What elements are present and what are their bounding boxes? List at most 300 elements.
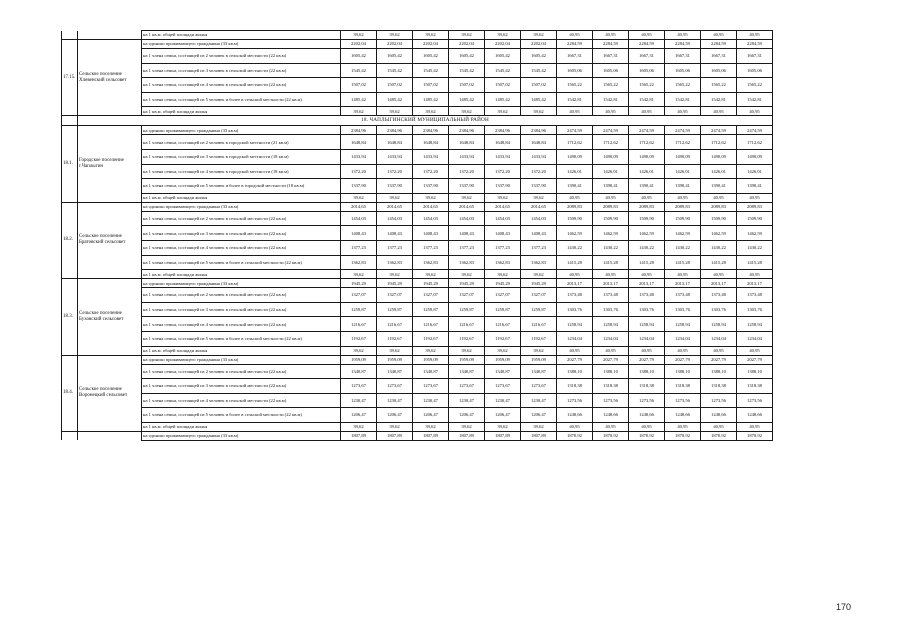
category-cell: на 1 члена семьи, состоящей из 4 человек в сельской местности (22 кв.м) xyxy=(142,393,341,408)
value-cell: 39,62 xyxy=(413,193,449,202)
value-cell: 1388,10 xyxy=(593,364,629,379)
value-cell: 1337,90 xyxy=(521,179,557,194)
value-cell: 39,62 xyxy=(485,270,521,279)
value-cell: 1408,43 xyxy=(485,226,521,241)
value-cell: 2027,79 xyxy=(701,355,737,364)
value-cell: 1258,94 xyxy=(629,317,665,332)
value-cell: 1542,81 xyxy=(665,92,701,107)
value-cell: 2384,96 xyxy=(341,126,377,135)
category-cell: на 1 кв.м. общей площади жилья xyxy=(142,107,341,116)
value-cell: 1426,01 xyxy=(737,164,773,179)
table-row xyxy=(62,211,773,226)
value-cell: 40,95 xyxy=(593,422,629,431)
value-cell: 40,95 xyxy=(665,107,701,116)
value-cell: 1258,94 xyxy=(593,317,629,332)
category-cell: на одиноко проживающего гражданина (33 кв.м) xyxy=(142,431,341,440)
section-code: 18.4. xyxy=(62,355,78,431)
value-cell: 40,95 xyxy=(557,31,593,40)
value-cell: 1507,02 xyxy=(377,78,413,93)
table-row xyxy=(62,270,773,279)
value-cell: 1807,89 xyxy=(449,431,485,440)
value-cell: 1373,48 xyxy=(665,288,701,303)
value-cell: 1408,43 xyxy=(413,226,449,241)
table-row xyxy=(62,126,773,135)
value-cell: 1605,42 xyxy=(449,49,485,64)
value-cell: 1426,01 xyxy=(701,164,737,179)
value-cell: 1605,06 xyxy=(593,63,629,78)
value-cell: 39,62 xyxy=(485,422,521,431)
value-cell: 1545,42 xyxy=(377,63,413,78)
value-cell: 1430,22 xyxy=(701,240,737,255)
value-cell: 1945,29 xyxy=(377,279,413,288)
settlement-name: Сельское поселение Хлевенский сельсовет xyxy=(78,40,142,116)
value-cell: 1216,67 xyxy=(413,317,449,332)
value-cell: 1377,23 xyxy=(521,240,557,255)
value-cell: 1248,66 xyxy=(557,408,593,423)
value-cell: 39,62 xyxy=(449,31,485,40)
value-cell: 2384,96 xyxy=(521,126,557,135)
value-cell: 2284,59 xyxy=(629,40,665,49)
value-cell: 2284,59 xyxy=(665,40,701,49)
value-cell: 1945,29 xyxy=(485,279,521,288)
value-cell: 2474,59 xyxy=(593,126,629,135)
value-cell: 1605,42 xyxy=(377,49,413,64)
value-cell: 1565,22 xyxy=(737,78,773,93)
value-cell: 1390,41 xyxy=(629,179,665,194)
value-cell: 39,62 xyxy=(377,270,413,279)
value-cell: 1712,62 xyxy=(665,135,701,150)
value-cell: 1273,56 xyxy=(557,393,593,408)
value-cell: 1542,81 xyxy=(701,92,737,107)
value-cell: 2202,04 xyxy=(449,40,485,49)
category-cell: на 1 члена семьи, состоящей из 3 человек в сельской местности (22 кв.м) xyxy=(142,302,341,317)
value-cell: 1462,59 xyxy=(737,226,773,241)
value-cell: 1870,92 xyxy=(557,431,593,440)
value-cell: 1454,03 xyxy=(449,211,485,226)
value-cell: 1415,28 xyxy=(701,255,737,270)
value-cell: 1667,31 xyxy=(629,49,665,64)
value-cell: 1230,47 xyxy=(449,393,485,408)
value-cell: 2202,04 xyxy=(377,40,413,49)
value-cell: 1565,22 xyxy=(629,78,665,93)
value-cell: 1648,84 xyxy=(449,135,485,150)
value-cell: 1807,89 xyxy=(341,431,377,440)
value-cell: 1433,94 xyxy=(485,149,521,164)
value-cell: 40,95 xyxy=(557,193,593,202)
value-cell: 1605,06 xyxy=(701,63,737,78)
value-cell: 1373,48 xyxy=(593,288,629,303)
value-cell: 1340,87 xyxy=(377,364,413,379)
value-cell: 40,95 xyxy=(557,270,593,279)
category-cell: на одиноко проживающего гражданина (33 кв.м) xyxy=(142,355,341,364)
value-cell: 39,62 xyxy=(521,270,557,279)
table-row xyxy=(62,202,773,211)
value-cell: 1273,67 xyxy=(449,379,485,394)
value-cell: 1454,03 xyxy=(485,211,521,226)
section-code: 18.2. xyxy=(62,202,78,278)
table-row xyxy=(62,193,773,202)
value-cell: 2089,83 xyxy=(665,202,701,211)
value-cell: 1667,31 xyxy=(665,49,701,64)
value-cell: 40,95 xyxy=(629,193,665,202)
category-cell: на 1 кв.м. общей площади жилья xyxy=(142,270,341,279)
value-cell: 1426,01 xyxy=(629,164,665,179)
value-cell: 1259,87 xyxy=(377,302,413,317)
category-cell: на 1 члена семьи, состоящей из 4 человек в сельской местности (22 кв.м) xyxy=(142,78,341,93)
value-cell: 2014,65 xyxy=(521,202,557,211)
value-cell: 1362,83 xyxy=(485,255,521,270)
value-cell: 1234,04 xyxy=(701,331,737,346)
value-cell: 1303,76 xyxy=(737,302,773,317)
value-cell: 40,95 xyxy=(701,422,737,431)
value-cell: 1433,94 xyxy=(521,149,557,164)
value-cell: 39,62 xyxy=(449,107,485,116)
value-cell: 40,95 xyxy=(701,31,737,40)
value-cell: 39,62 xyxy=(521,107,557,116)
value-cell: 2014,65 xyxy=(377,202,413,211)
value-cell: 2384,96 xyxy=(413,126,449,135)
category-cell: на 1 члена семьи, состоящей из 5 человек и более в сельской местности (22 кв.м) xyxy=(142,92,341,107)
tariff-table xyxy=(61,30,773,441)
value-cell: 1565,22 xyxy=(701,78,737,93)
value-cell: 39,62 xyxy=(341,193,377,202)
value-cell: 2013,17 xyxy=(557,279,593,288)
value-cell: 40,95 xyxy=(557,346,593,355)
value-cell: 1712,62 xyxy=(557,135,593,150)
value-cell: 1807,89 xyxy=(521,431,557,440)
value-cell: 40,95 xyxy=(593,270,629,279)
section-code: 18.1. xyxy=(62,126,78,202)
value-cell: 1390,41 xyxy=(701,179,737,194)
settlement-name: Сельское поселение Братовский сельсовет xyxy=(78,202,142,278)
value-cell: 1258,94 xyxy=(701,317,737,332)
value-cell: 39,62 xyxy=(413,270,449,279)
value-cell: 2013,17 xyxy=(593,279,629,288)
value-cell: 1959,09 xyxy=(521,355,557,364)
value-cell: 1430,22 xyxy=(665,240,701,255)
value-cell: 1273,56 xyxy=(701,393,737,408)
value-cell: 1415,28 xyxy=(737,255,773,270)
value-cell: 1192,67 xyxy=(485,331,521,346)
value-cell: 40,95 xyxy=(593,107,629,116)
district-header-row xyxy=(62,116,773,126)
table-row xyxy=(62,63,773,78)
value-cell: 2474,59 xyxy=(665,126,701,135)
value-cell: 1507,02 xyxy=(449,78,485,93)
value-cell: 1712,62 xyxy=(593,135,629,150)
value-cell: 1408,43 xyxy=(377,226,413,241)
value-cell: 2089,83 xyxy=(737,202,773,211)
value-cell: 1667,31 xyxy=(701,49,737,64)
value-cell: 1373,48 xyxy=(701,288,737,303)
category-cell: на 1 члена семьи, состоящей из 5 человек и более в сельской местности (22 кв.м) xyxy=(142,331,341,346)
category-cell: на 1 члена семьи, состоящей из 5 человек и более в сельской местности (22 кв.м) xyxy=(142,408,341,423)
value-cell: 40,95 xyxy=(737,270,773,279)
blank-code-cell xyxy=(62,116,78,126)
value-cell: 1259,87 xyxy=(413,302,449,317)
value-cell: 40,95 xyxy=(737,422,773,431)
table-row xyxy=(62,255,773,270)
table-row xyxy=(62,379,773,394)
value-cell: 1454,03 xyxy=(341,211,377,226)
value-cell: 40,95 xyxy=(737,31,773,40)
value-cell: 1390,41 xyxy=(737,179,773,194)
value-cell: 39,62 xyxy=(341,31,377,40)
value-cell: 1248,66 xyxy=(737,408,773,423)
value-cell: 40,95 xyxy=(665,346,701,355)
value-cell: 1485,42 xyxy=(521,92,557,107)
value-cell: 1390,41 xyxy=(665,179,701,194)
value-cell: 2014,65 xyxy=(413,202,449,211)
settlement-name: Сельское поселение Буховский сельсовет xyxy=(78,279,142,355)
value-cell: 1273,56 xyxy=(629,393,665,408)
value-cell: 1507,02 xyxy=(413,78,449,93)
value-cell: 1216,67 xyxy=(377,317,413,332)
value-cell: 1542,81 xyxy=(737,92,773,107)
category-cell: на одиноко проживающего гражданина (33 кв.м) xyxy=(142,126,341,135)
table-row xyxy=(62,226,773,241)
value-cell: 1667,31 xyxy=(737,49,773,64)
value-cell: 1408,43 xyxy=(449,226,485,241)
value-cell: 1648,84 xyxy=(485,135,521,150)
district-title: 18. ЧАПЛЫГИНСКИЙ МУНИЦИПАЛЬНЫЙ РАЙОН xyxy=(78,116,773,126)
value-cell: 2384,96 xyxy=(485,126,521,135)
category-cell: на 1 члена семьи, состоящей из 5 человек и более в городской местности (18 кв.м) xyxy=(142,179,341,194)
value-cell: 1362,83 xyxy=(449,255,485,270)
value-cell: 1959,09 xyxy=(377,355,413,364)
value-cell: 1959,09 xyxy=(341,355,377,364)
blank-code-cell xyxy=(62,431,78,440)
value-cell: 2284,59 xyxy=(557,40,593,49)
value-cell: 1327,07 xyxy=(377,288,413,303)
category-cell: на 1 кв.м. общей площади жилья xyxy=(142,193,341,202)
category-cell: на 1 члена семьи, состоящей из 3 человек в сельской местности (22 кв.м) xyxy=(142,379,341,394)
value-cell: 1507,02 xyxy=(485,78,521,93)
value-cell: 40,95 xyxy=(701,193,737,202)
value-cell: 39,62 xyxy=(449,422,485,431)
value-cell: 40,95 xyxy=(629,346,665,355)
value-cell: 2202,04 xyxy=(521,40,557,49)
value-cell: 1485,42 xyxy=(449,92,485,107)
value-cell: 1337,90 xyxy=(341,179,377,194)
value-cell: 2027,79 xyxy=(629,355,665,364)
value-cell: 39,62 xyxy=(377,346,413,355)
value-cell: 1248,66 xyxy=(701,408,737,423)
table-row xyxy=(62,279,773,288)
value-cell: 1192,67 xyxy=(521,331,557,346)
value-cell: 1542,81 xyxy=(593,92,629,107)
value-cell: 1303,76 xyxy=(629,302,665,317)
value-cell: 1388,10 xyxy=(665,364,701,379)
value-cell: 1373,48 xyxy=(737,288,773,303)
value-cell: 1303,76 xyxy=(701,302,737,317)
value-cell: 39,62 xyxy=(413,31,449,40)
value-cell: 2202,04 xyxy=(485,40,521,49)
table-row xyxy=(62,288,773,303)
value-cell: 39,62 xyxy=(449,193,485,202)
value-cell: 1408,43 xyxy=(521,226,557,241)
value-cell: 1485,42 xyxy=(413,92,449,107)
value-cell: 2014,65 xyxy=(341,202,377,211)
section-code: 17.15. xyxy=(62,40,78,116)
value-cell: 1507,02 xyxy=(341,78,377,93)
value-cell: 1870,92 xyxy=(701,431,737,440)
value-cell: 1273,67 xyxy=(485,379,521,394)
value-cell: 40,95 xyxy=(737,346,773,355)
value-cell: 1430,22 xyxy=(593,240,629,255)
value-cell: 1230,47 xyxy=(341,393,377,408)
category-cell: на одиноко проживающего гражданина (33 кв.м) xyxy=(142,202,341,211)
value-cell: 1870,92 xyxy=(665,431,701,440)
value-cell: 1362,83 xyxy=(521,255,557,270)
table-row xyxy=(62,240,773,255)
value-cell: 1337,90 xyxy=(377,179,413,194)
value-cell: 1462,59 xyxy=(593,226,629,241)
value-cell: 1340,87 xyxy=(521,364,557,379)
value-cell: 1327,07 xyxy=(449,288,485,303)
value-cell: 1340,87 xyxy=(341,364,377,379)
value-cell: 1870,92 xyxy=(737,431,773,440)
value-cell: 1390,41 xyxy=(557,179,593,194)
value-cell: 1945,29 xyxy=(341,279,377,288)
value-cell: 40,95 xyxy=(665,31,701,40)
settlement-name: Сельское поселение Воронецкий сельсовет xyxy=(78,355,142,431)
value-cell: 1206,47 xyxy=(413,408,449,423)
value-cell: 40,95 xyxy=(701,346,737,355)
value-cell: 1273,67 xyxy=(413,379,449,394)
value-cell: 39,62 xyxy=(377,422,413,431)
category-cell: на 1 члена семьи, состоящей из 3 человек в сельской местности (22 кв.м) xyxy=(142,226,341,241)
value-cell: 39,62 xyxy=(413,422,449,431)
value-cell: 1565,22 xyxy=(557,78,593,93)
value-cell: 1372,20 xyxy=(341,164,377,179)
table-row xyxy=(62,393,773,408)
category-cell: на 1 кв.м. общей площади жилья xyxy=(142,31,341,40)
value-cell: 1303,76 xyxy=(557,302,593,317)
value-cell: 1388,10 xyxy=(737,364,773,379)
value-cell: 1372,20 xyxy=(413,164,449,179)
value-cell: 1259,87 xyxy=(449,302,485,317)
value-cell: 1945,29 xyxy=(521,279,557,288)
value-cell: 1206,47 xyxy=(449,408,485,423)
category-cell: на 1 кв.м. общей площади жилья xyxy=(142,422,341,431)
value-cell: 1648,84 xyxy=(521,135,557,150)
value-cell: 39,62 xyxy=(377,193,413,202)
value-cell: 1192,67 xyxy=(413,331,449,346)
value-cell: 1545,42 xyxy=(485,63,521,78)
value-cell: 1318,38 xyxy=(665,379,701,394)
value-cell: 1273,67 xyxy=(341,379,377,394)
value-cell: 1807,89 xyxy=(377,431,413,440)
value-cell: 1433,94 xyxy=(413,149,449,164)
value-cell: 39,62 xyxy=(413,107,449,116)
value-cell: 1712,62 xyxy=(701,135,737,150)
value-cell: 1318,38 xyxy=(629,379,665,394)
table-row xyxy=(62,149,773,164)
value-cell: 1542,81 xyxy=(629,92,665,107)
value-cell: 1373,48 xyxy=(557,288,593,303)
value-cell: 1206,47 xyxy=(341,408,377,423)
table-row xyxy=(62,49,773,64)
category-cell: на 1 члена семьи, состоящей из 5 человек и более в сельской местности (22 кв.м) xyxy=(142,255,341,270)
value-cell: 1259,87 xyxy=(341,302,377,317)
value-cell: 39,62 xyxy=(449,346,485,355)
value-cell: 1959,09 xyxy=(449,355,485,364)
value-cell: 1605,42 xyxy=(521,49,557,64)
value-cell: 40,95 xyxy=(701,270,737,279)
value-cell: 1605,06 xyxy=(737,63,773,78)
value-cell: 1273,56 xyxy=(665,393,701,408)
value-cell: 40,95 xyxy=(665,270,701,279)
value-cell: 1234,04 xyxy=(629,331,665,346)
value-cell: 1234,04 xyxy=(593,331,629,346)
value-cell: 39,62 xyxy=(341,422,377,431)
value-cell: 1426,01 xyxy=(557,164,593,179)
value-cell: 1454,03 xyxy=(521,211,557,226)
value-cell: 1192,67 xyxy=(377,331,413,346)
value-cell: 1372,20 xyxy=(485,164,521,179)
table-body xyxy=(62,31,773,441)
value-cell: 2013,17 xyxy=(665,279,701,288)
value-cell: 1667,31 xyxy=(593,49,629,64)
value-cell: 2089,83 xyxy=(557,202,593,211)
value-cell: 39,62 xyxy=(449,270,485,279)
value-cell: 1545,42 xyxy=(413,63,449,78)
value-cell: 39,62 xyxy=(521,422,557,431)
value-cell: 1340,87 xyxy=(413,364,449,379)
value-cell: 40,95 xyxy=(593,193,629,202)
value-cell: 1490,09 xyxy=(593,149,629,164)
value-cell: 40,95 xyxy=(665,422,701,431)
value-cell: 1234,04 xyxy=(665,331,701,346)
value-cell: 1605,42 xyxy=(485,49,521,64)
value-cell: 1430,22 xyxy=(737,240,773,255)
table-row xyxy=(62,302,773,317)
table-row xyxy=(62,179,773,194)
value-cell: 2089,83 xyxy=(701,202,737,211)
value-cell: 39,62 xyxy=(521,193,557,202)
value-cell: 1258,94 xyxy=(737,317,773,332)
category-cell: на 1 члена семьи, состоящей из 2 человек в сельской местности (22 кв.м) xyxy=(142,49,341,64)
value-cell: 2202,04 xyxy=(413,40,449,49)
value-cell: 40,95 xyxy=(557,422,593,431)
value-cell: 1605,06 xyxy=(665,63,701,78)
table-row xyxy=(62,164,773,179)
value-cell: 1605,42 xyxy=(413,49,449,64)
table-row xyxy=(62,135,773,150)
table-row xyxy=(62,331,773,346)
value-cell: 1959,09 xyxy=(413,355,449,364)
table-row xyxy=(62,431,773,440)
value-cell: 1273,67 xyxy=(521,379,557,394)
value-cell: 39,62 xyxy=(485,193,521,202)
category-cell: на 1 члена семьи, состоящей из 3 человек в сельской местности (22 кв.м) xyxy=(142,63,341,78)
value-cell: 1545,42 xyxy=(341,63,377,78)
value-cell: 1462,59 xyxy=(701,226,737,241)
value-cell: 1490,09 xyxy=(737,149,773,164)
value-cell: 1372,20 xyxy=(521,164,557,179)
value-cell: 39,62 xyxy=(521,346,557,355)
value-cell: 1545,42 xyxy=(521,63,557,78)
value-cell: 2027,79 xyxy=(665,355,701,364)
value-cell: 40,95 xyxy=(737,193,773,202)
value-cell: 1490,09 xyxy=(629,149,665,164)
value-cell: 1388,10 xyxy=(557,364,593,379)
value-cell: 1377,23 xyxy=(341,240,377,255)
value-cell: 1945,29 xyxy=(413,279,449,288)
value-cell: 2013,17 xyxy=(737,279,773,288)
category-cell: на 1 члена семьи, состоящей из 4 человек в сельской местности (22 кв.м) xyxy=(142,240,341,255)
